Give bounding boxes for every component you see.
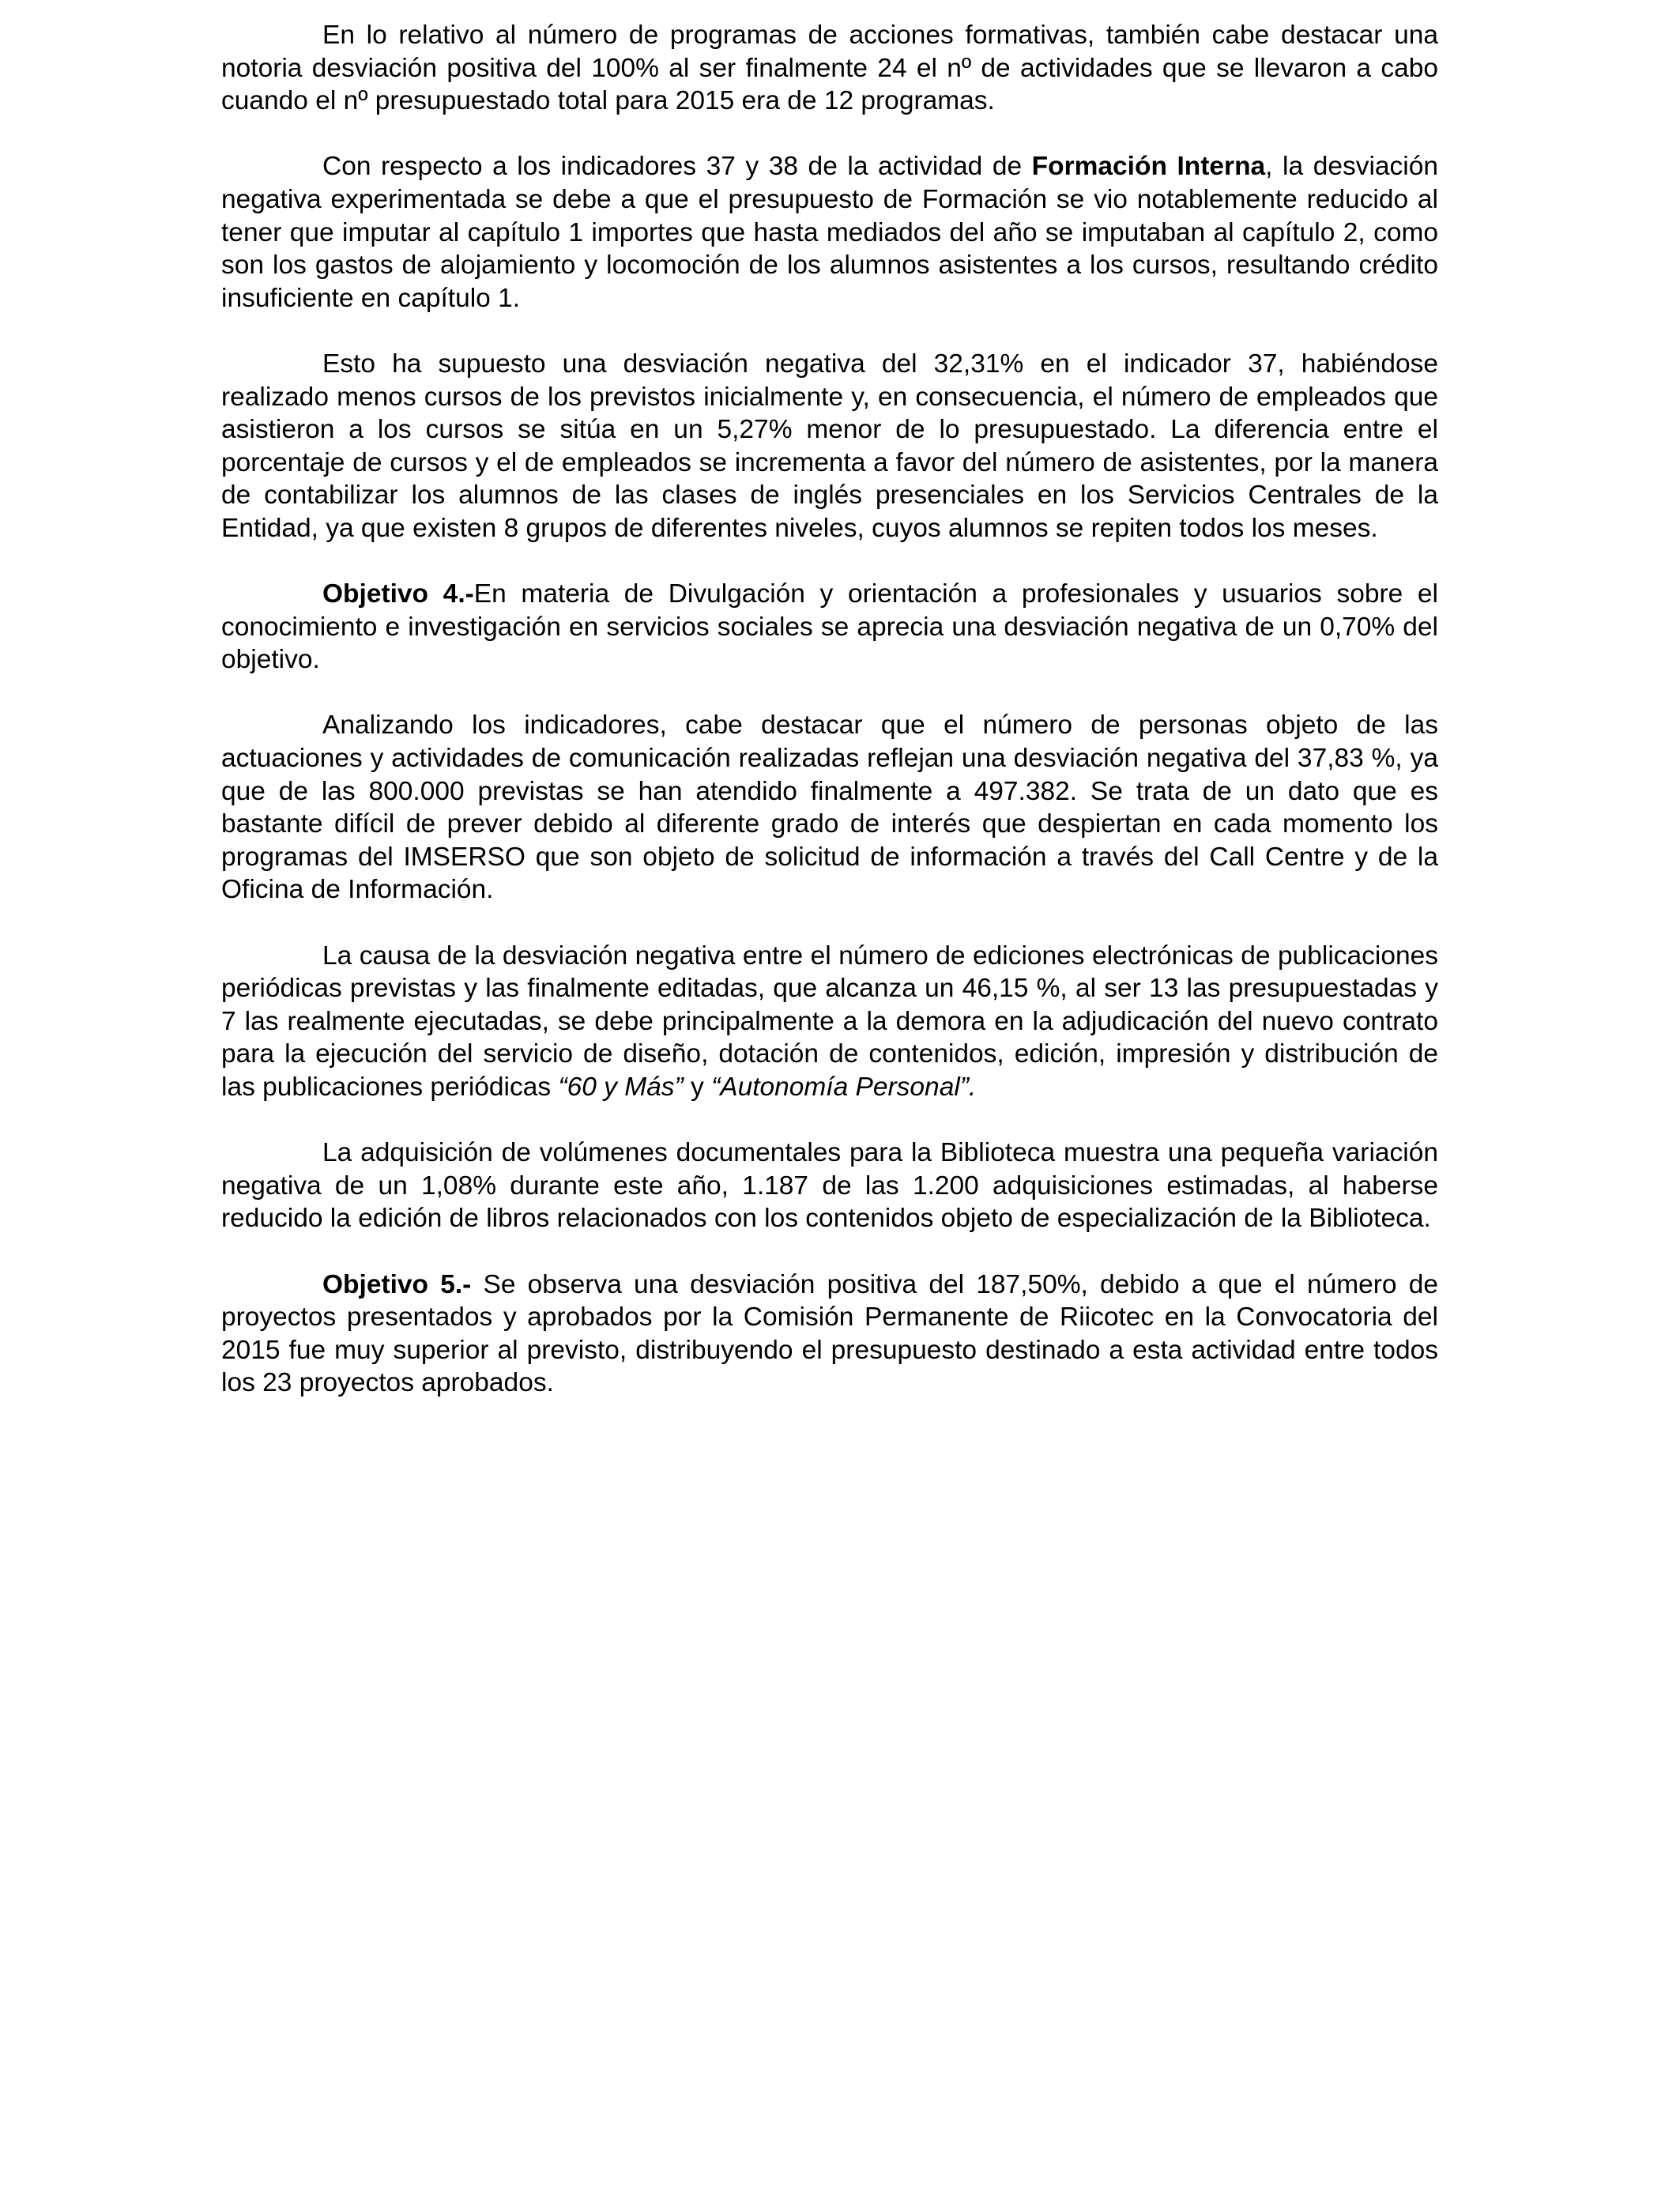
paragraph-text: Se observa una desviación positiva del 187,50%, debido a que el número de proyectos presentados y aprobados por la Comisión Permanente de Riicotec en la Convocatoria del 2015 fue muy superior al previsto, distribuyendo el presupuesto destinado a esta actividad entre todos los 23 proyectos aprobados. — [221, 1269, 1439, 1398]
paragraph-text: y — [683, 1072, 712, 1102]
paragraph-indicators-analysis: Analizando los indicadores, cabe destacar que el número de personas objeto de las actuaciones y actividades de comunicación realizadas reflejan una desviación negativa del 37,83 %, ya que de las 800.000 previstas se han atendido finalmente a 497.382. Se trata de un dato que es bastante difícil de prever debido al diferente grado de interés que despiertan en cada momento los programas del IMSERSO que son objeto de solicitud de información a través del Call Centre y de la Oficina de Información. — [221, 711, 1438, 905]
objective-4-heading: Objetivo 4.- — [322, 579, 474, 609]
publication-title-60-y-mas: “60 y Más” — [558, 1072, 684, 1102]
paragraph-library-acquisitions: La adquisición de volúmenes documentales para la Biblioteca muestra una pequeña variación negativa de un 1,08% durante este año, 1.187 de las 1.200 adquisiciones estimadas, al haberse reducido la edición de libros relacionados con los contenidos objeto de especialización de la Biblioteca. — [221, 1138, 1438, 1234]
paragraph-electronic-editions — [221, 940, 1438, 1104]
publication-title-autonomia-personal: “Autonomía Personal”. — [711, 1072, 977, 1102]
paragraph-text: La causa de la desviación negativa entre el número de ediciones electrónicas de publicaciones periódicas previstas y las finalmente editadas, que alcanza un 46,15 %, al ser 13 las presupuestadas y 7 las realmente ejecutadas, se debe principalmente a la demora en la adjudicación del nuevo contrato para la ejecución del servicio de diseño, dotación de contenidos, edición, impresión y distribución de las publicaciones periódicas — [221, 941, 1438, 1102]
paragraph-internal-training — [221, 150, 1438, 315]
paragraph-text: Con respecto a los indicadores 37 y 38 de la actividad de — [322, 152, 1032, 182]
document-page — [221, 19, 1438, 1433]
paragraph-text: , la desviación negativa experimentada se debe a que el presupuesto de Formación se vio notablemente reducido al tener que imputar al capítulo 1 importes que hasta mediados del año se imputaban al capítulo 2, como son los gastos de alojamiento y locomoción de los alumnos asistentes a los cursos, resultando crédito insuficiente en capítulo 1. — [221, 152, 1438, 313]
paragraph-text: En materia de Divulgación y orientación a profesionales y usuarios sobre el conocimiento e investigación en servicios sociales se aprecia una desviación negativa de un 0,70% del objetivo. — [221, 579, 1438, 675]
paragraph-objective-4 — [221, 578, 1438, 677]
paragraph-indicator-37: Esto ha supuesto una desviación negativa del 32,31% en el indicador 37, habiéndose realizado menos cursos de los previstos inicialmente y, en consecuencia, el número de empleados que asistieron a los cursos se sitúa en un 5,27% menor de lo presupuestado. La diferencia entre el porcentaje de cursos y el de empleados se incrementa a favor del número de asistentes, por la manera de contabilizar los alumnos de las clases de inglés presenciales en los Servicios Centrales de la Entidad, ya que existen 8 grupos de diferentes niveles, cuyos alumnos se repiten todos los meses. — [221, 349, 1438, 543]
bold-term-formacion-interna: Formación Interna — [1031, 152, 1266, 182]
paragraph-objective-5 — [221, 1269, 1438, 1400]
objective-5-heading: Objetivo 5.- — [322, 1269, 472, 1299]
paragraph-formative-actions: En lo relativo al número de programas de acciones formativas, también cabe destacar una notoria desviación positiva del 100% al ser finalmente 24 el nº de actividades que se llevaron a cabo cuando el nº presupuestado total para 2015 era de 12 programas. — [221, 21, 1438, 116]
